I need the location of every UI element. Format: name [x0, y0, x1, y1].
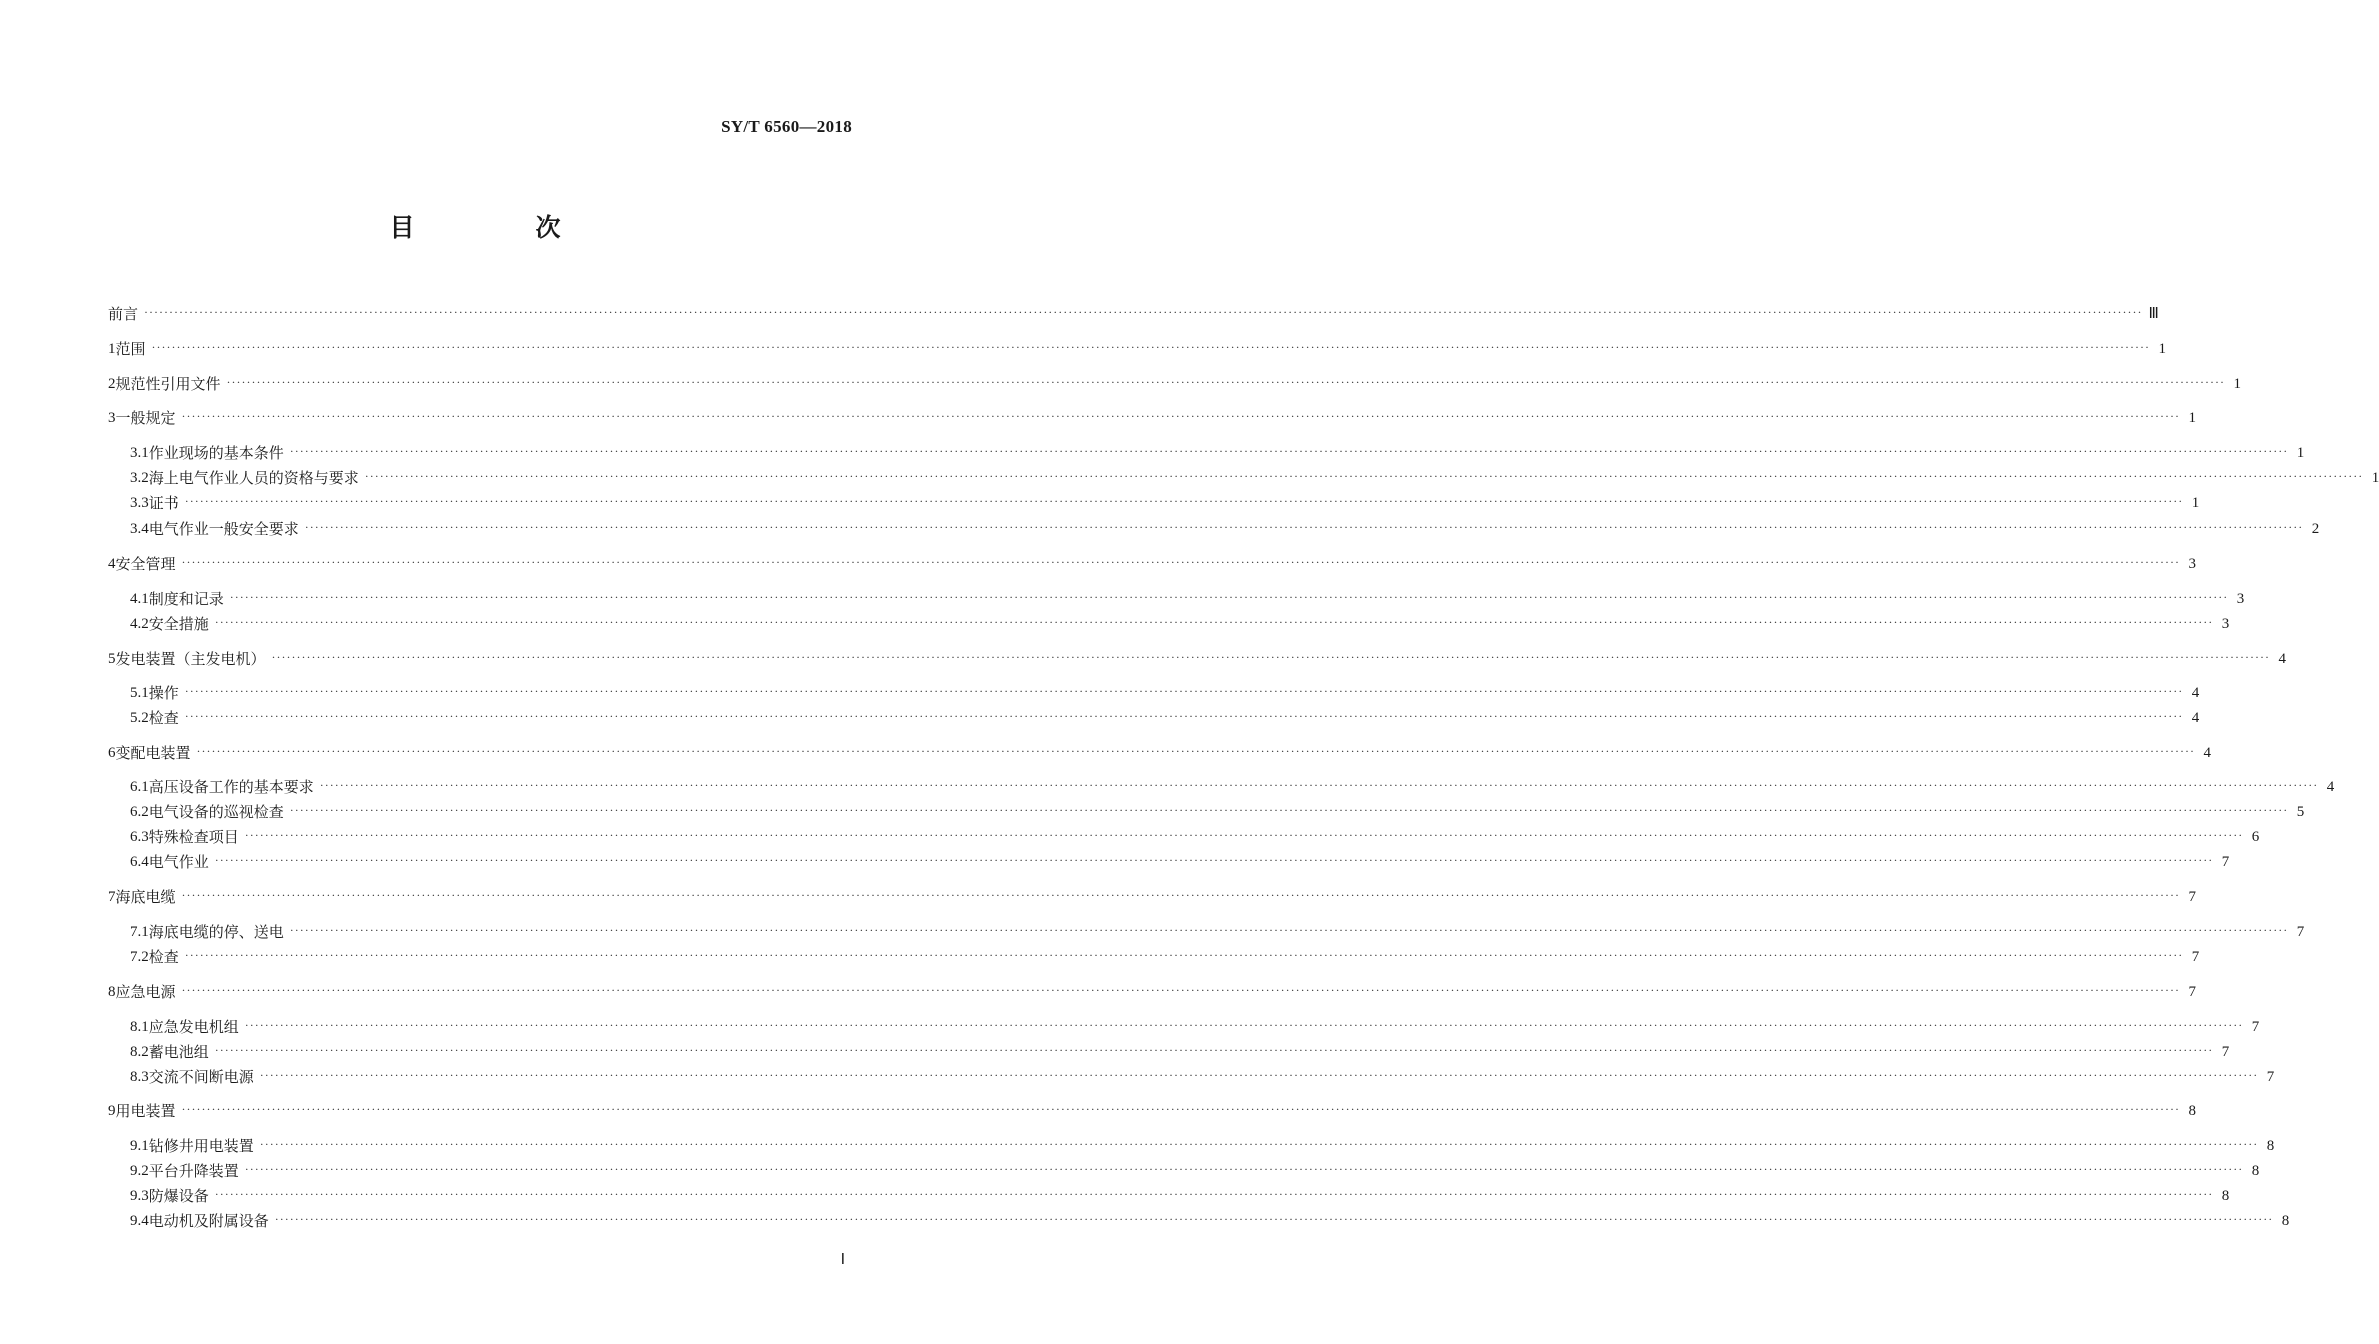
toc-entry-label: 作业现场的基本条件: [148, 444, 284, 462]
toc-leader-dots: ················································································································································································································································································································································································································: [259, 1137, 2259, 1151]
toc-entry-number: 5: [108, 651, 116, 667]
toc-entry-label: 钻修井用电装置: [148, 1137, 254, 1155]
toc-entry-page: 8: [2251, 1163, 2260, 1179]
toc-entry[interactable]: [130, 773, 2335, 797]
toc-entry-page: 7: [2191, 949, 2200, 965]
toc-leader-dots: ················································································································································································································································································································································································································: [259, 1068, 2259, 1082]
toc-entry-page: 3: [2188, 556, 2196, 572]
toc-entry-page: 8: [2221, 1188, 2230, 1204]
toc-entry-number: 3.1: [130, 445, 149, 461]
toc-leader-dots: ················································································································································································································································································································································································································: [181, 409, 2180, 423]
toc-leader-dots: ················································································································································································································································································································································································································: [244, 1018, 2244, 1032]
toc-leader-dots: ················································································································································································································································································································································································································: [181, 983, 2180, 997]
toc-leader-dots: ················································································································································································································································································································································································································: [144, 305, 2143, 319]
toc-entry-number: 6.1: [130, 779, 149, 795]
toc-entry[interactable]: [130, 798, 2305, 822]
toc-entry-page: 1: [2188, 410, 2196, 426]
toc-entry-label: 高压设备工作的基本要求: [148, 778, 314, 796]
toc-entry-label: 应急发电机组: [148, 1018, 239, 1036]
toc-entry-number: 9.4: [130, 1213, 149, 1229]
toc-entry[interactable]: [130, 1132, 2275, 1156]
toc-entry-label: 海上电气作业人员的资格与要求: [148, 469, 359, 487]
toc-entry-label: 海底电缆: [115, 888, 176, 906]
toc-leader-dots: ················································································································································································································································································································································································································: [181, 1102, 2180, 1116]
toc-leader-dots: ················································································································································································································································································································································································································: [184, 494, 2184, 508]
toc-entry-number: 8.1: [130, 1019, 149, 1035]
toc-entry[interactable]: [108, 1097, 2196, 1121]
toc-entry-label: 电动机及附属设备: [148, 1212, 269, 1230]
toc-entry-label: 发电装置（主发电机）: [115, 650, 266, 668]
toc-entry-number: 9.1: [130, 1138, 149, 1154]
toc-entry-label: 平台升降装置: [148, 1162, 239, 1180]
page-number: Ⅰ: [840, 1252, 845, 1268]
toc-entry[interactable]: [108, 645, 2286, 669]
toc-leader-dots: ················································································································································································································································································································································································································: [226, 375, 2225, 389]
toc-entry-page: 7: [2266, 1069, 2275, 1085]
toc-entry-page: 2: [2311, 521, 2320, 537]
toc-entry-number: 8: [108, 984, 116, 1000]
toc-entry-number: 8.2: [130, 1044, 149, 1060]
toc-leader-dots: ················································································································································································································································································································································································································: [244, 1162, 2244, 1176]
toc-entry-label: 规范性引用文件: [115, 375, 221, 393]
toc-entry-label: 用电装置: [115, 1102, 176, 1120]
toc-entry-number: 4.2: [130, 616, 149, 632]
toc-entry-number: 7.2: [130, 949, 149, 965]
toc-entry[interactable]: [130, 1063, 2275, 1087]
toc-entry-page: 1: [2158, 341, 2166, 357]
toc-entry[interactable]: [130, 610, 2230, 634]
toc-entry-label: 安全管理: [115, 555, 176, 573]
toc-entry-page: 3: [2236, 591, 2245, 607]
toc-entry-label: 安全措施: [148, 615, 209, 633]
toc-entry-number: 5.2: [130, 710, 149, 726]
toc-entry-label: 蓄电池组: [148, 1043, 209, 1061]
toc-entry[interactable]: [130, 848, 2230, 872]
toc-entry-label: 制度和记录: [148, 590, 224, 608]
toc-entry-label: 证书: [148, 494, 179, 512]
toc-entry-label: 电气设备的巡视检查: [148, 803, 284, 821]
toc-entry[interactable]: [130, 585, 2245, 609]
toc-leader-dots: ················································································································································································································································································································································································································: [181, 555, 2180, 569]
toc-entry[interactable]: [108, 370, 2241, 394]
toc-entry-page: 4: [2326, 779, 2335, 795]
toc-entry-page: 7: [2188, 984, 2196, 1000]
toc-entry-label: 电气作业一般安全要求: [148, 520, 299, 538]
toc-entry-number: 9: [108, 1103, 116, 1119]
toc-entry-page: 7: [2251, 1019, 2260, 1035]
toc-leader-dots: ················································································································································································································································································································································································································: [151, 340, 2150, 354]
toc-entry[interactable]: [130, 464, 2379, 488]
toc-entry[interactable]: [130, 439, 2305, 463]
toc-entry-page: 5: [2296, 804, 2305, 820]
toc-entry[interactable]: [130, 943, 2200, 967]
toc-entry[interactable]: [130, 1038, 2230, 1062]
toc-entry-number: 9.2: [130, 1163, 149, 1179]
toc-entry-label: 范围: [115, 340, 146, 358]
toc-leader-dots: ················································································································································································································································································································································································································: [289, 803, 2289, 817]
toc-entry[interactable]: [108, 550, 2196, 574]
toc-leader-dots: ················································································································································································································································································································································································································: [184, 684, 2184, 698]
toc-leader-dots: ················································································································································································································································································································································································································: [304, 520, 2304, 534]
toc-entry-page: 8: [2266, 1138, 2275, 1154]
toc-entry-page: 1: [2191, 495, 2200, 511]
toc-entry-label: 一般规定: [115, 409, 176, 427]
toc-entry-label: 检查: [148, 948, 179, 966]
toc-entry-number: 6.4: [130, 854, 149, 870]
toc-entry-number: 3.3: [130, 495, 149, 511]
toc-entry-label: 防爆设备: [148, 1187, 209, 1205]
toc-entry[interactable]: [130, 704, 2200, 728]
toc-entry-page: 1: [2296, 445, 2305, 461]
toc-entry-page: 7: [2296, 924, 2305, 940]
toc-entry-page: 7: [2221, 854, 2230, 870]
toc-entry-page: 1: [2233, 376, 2241, 392]
toc-entry-page: 4: [2203, 745, 2211, 761]
toc-entry-label: 应急电源: [115, 983, 176, 1001]
toc-entry-number: 7.1: [130, 924, 149, 940]
toc-entry-number: 2: [108, 376, 116, 392]
toc-entry[interactable]: [108, 883, 2196, 907]
toc-leader-dots: ················································································································································································································································································································································································································: [184, 709, 2184, 723]
toc-entry[interactable]: [108, 404, 2196, 428]
toc-entry-number: 6: [108, 745, 116, 761]
toc-entry[interactable]: [130, 1157, 2260, 1181]
toc-entry-number: 7: [108, 889, 116, 905]
toc-leader-dots: ················································································································································································································································································································································································································: [196, 744, 2195, 758]
toc-leader-dots: ················································································································································································································································································································································································································: [271, 650, 2270, 664]
toc-entry-page: 8: [2281, 1213, 2290, 1229]
toc-entry-number: 4: [108, 556, 116, 572]
toc-entry-label: 前言: [108, 305, 139, 323]
toc-entry-label: 变配电装置: [115, 744, 191, 762]
toc-entry-number: 6.3: [130, 829, 149, 845]
toc-leader-dots: ················································································································································································································································································································································································································: [184, 948, 2184, 962]
toc-entry-page: 1: [2371, 470, 2379, 486]
toc-entry[interactable]: [108, 335, 2166, 359]
toc-leader-dots: ················································································································································································································································································································································································································: [229, 590, 2229, 604]
toc-entry[interactable]: [130, 918, 2305, 942]
toc-entry[interactable]: [130, 489, 2200, 513]
toc-leader-dots: ················································································································································································································································································································································································································: [181, 888, 2180, 902]
toc-entry-page: 3: [2221, 616, 2230, 632]
page-title: 目 次: [389, 213, 609, 242]
toc-entry-page: 7: [2221, 1044, 2230, 1060]
toc-leader-dots: ················································································································································································································································································································································································································: [214, 1043, 2214, 1057]
toc-entry-page: 8: [2188, 1103, 2196, 1119]
toc-entry-label: 交流不间断电源: [148, 1068, 254, 1086]
toc-entry-number: 4.1: [130, 591, 149, 607]
toc-entry-number: 3: [108, 410, 116, 426]
toc-entry[interactable]: [108, 300, 2159, 324]
toc-entry-page: 6: [2251, 829, 2260, 845]
toc-entry-label: 检查: [148, 709, 179, 727]
toc-leader-dots: ················································································································································································································································································································································································································: [289, 444, 2289, 458]
toc-entry[interactable]: [130, 1207, 2290, 1231]
toc-entry-number: 8.3: [130, 1069, 149, 1085]
toc-entry[interactable]: [108, 978, 2196, 1002]
toc-entry[interactable]: [130, 1182, 2230, 1206]
toc-leader-dots: ················································································································································································································································································································································································································: [364, 469, 2364, 483]
toc-entry-number: 3.4: [130, 521, 149, 537]
toc-leader-dots: ················································································································································································································································································································································································································: [289, 923, 2289, 937]
toc-entry-page: 4: [2191, 710, 2200, 726]
toc-entry-number: 3.2: [130, 470, 149, 486]
toc-entry-label: 电气作业: [148, 853, 209, 871]
toc-leader-dots: ················································································································································································································································································································································································································: [214, 615, 2214, 629]
toc-leader-dots: ················································································································································································································································································································································································································: [214, 853, 2214, 867]
toc-entry[interactable]: [130, 679, 2200, 703]
toc-entry-number: 5.1: [130, 685, 149, 701]
toc-entry[interactable]: [130, 823, 2260, 847]
toc-entry-number: 9.3: [130, 1188, 149, 1204]
toc-entry-label: 操作: [148, 684, 179, 702]
toc-entry-label: 特殊检查项目: [148, 828, 239, 846]
toc-entry[interactable]: [130, 1013, 2260, 1037]
toc-leader-dots: ················································································································································································································································································································································································································: [244, 828, 2244, 842]
toc-leader-dots: ················································································································································································································································································································································································································: [214, 1187, 2214, 1201]
toc-entry-number: 1: [108, 341, 116, 357]
toc-leader-dots: ················································································································································································································································································································································································································: [319, 778, 2319, 792]
toc-leader-dots: ················································································································································································································································································································································································································: [274, 1212, 2274, 1226]
toc-entry-page: 4: [2278, 651, 2286, 667]
toc-entry[interactable]: [130, 515, 2320, 539]
standard-code: SY/T 6560—2018: [721, 117, 852, 136]
toc-entry-page: 4: [2191, 685, 2200, 701]
toc-entry[interactable]: [108, 739, 2211, 763]
toc-entry-page: Ⅲ: [2148, 306, 2159, 322]
toc-entry-number: 6.2: [130, 804, 149, 820]
toc-entry-label: 海底电缆的停、送电: [148, 923, 284, 941]
toc-entry-page: 7: [2188, 889, 2196, 905]
